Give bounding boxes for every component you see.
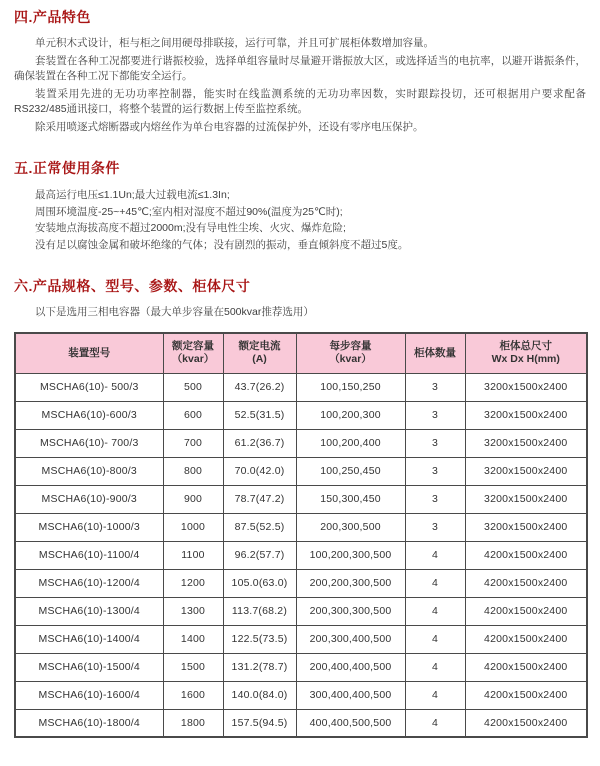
table-cell: 105.0(63.0) bbox=[223, 569, 296, 597]
table-cell: 1300 bbox=[163, 597, 223, 625]
table-cell: MSCHA6(10)-1400/4 bbox=[15, 625, 163, 653]
header-unit: （kvar） bbox=[329, 353, 372, 366]
section-heading-specs: 六.产品规格、型号、参数、柜体尺寸 bbox=[14, 278, 251, 294]
table-cell: MSCHA6(10)- 500/3 bbox=[15, 373, 163, 401]
section-product-features bbox=[14, 8, 586, 135]
header-cell-step-capacity bbox=[296, 333, 405, 373]
header-label: 额定容量 bbox=[172, 340, 214, 353]
header-label: 每步容量 bbox=[329, 340, 372, 353]
header-unit: Wx Dx H(mm) bbox=[491, 353, 560, 366]
table-cell: 61.2(36.7) bbox=[223, 429, 296, 457]
table-cell: MSCHA6(10)-800/3 bbox=[15, 457, 163, 485]
table-cell: MSCHA6(10)-1300/4 bbox=[15, 597, 163, 625]
spec-table-body bbox=[15, 373, 587, 737]
header-label: 额定电流 bbox=[238, 340, 281, 353]
table-cell: 70.0(42.0) bbox=[223, 457, 296, 485]
table-cell: 4 bbox=[405, 541, 465, 569]
header-label: 柜体数量 bbox=[414, 346, 456, 359]
table-row bbox=[15, 681, 587, 709]
table-cell: 1400 bbox=[163, 625, 223, 653]
table-cell: 96.2(57.7) bbox=[223, 541, 296, 569]
table-cell: 1600 bbox=[163, 681, 223, 709]
table-cell: 4200x1500x2400 bbox=[465, 541, 587, 569]
table-cell: 3200x1500x2400 bbox=[465, 429, 587, 457]
table-cell: 900 bbox=[163, 485, 223, 513]
condition-line: 最高运行电压≤1.1Un;最大过载电流≤1.3In; bbox=[35, 189, 230, 201]
table-cell: 100,200,300 bbox=[296, 401, 405, 429]
table-cell: 4 bbox=[405, 709, 465, 737]
table-cell: 1800 bbox=[163, 709, 223, 737]
table-subtitle: 以下是选用三相电容器（最大单步容量在500kvar推荐选用） bbox=[35, 306, 314, 318]
feature-paragraph: 装置采用先进的无功功率控制器，能实时在线监测系统的无功功率因数，实时跟踪投切，还可根据用户要求配备RS232/485通讯接口，将整个装置的运行数据上传至监控系统。 bbox=[14, 87, 586, 115]
header-cell-model bbox=[15, 333, 163, 373]
table-cell: 113.7(68.2) bbox=[223, 597, 296, 625]
condition-line: 安装地点海拔高度不超过2000m;没有导电性尘埃、火灾、爆炸危险; bbox=[35, 222, 346, 234]
table-cell: 3200x1500x2400 bbox=[465, 485, 587, 513]
table-row bbox=[15, 429, 587, 457]
table-cell: 100,200,400 bbox=[296, 429, 405, 457]
table-cell: 157.5(94.5) bbox=[223, 709, 296, 737]
table-cell: MSCHA6(10)-600/3 bbox=[15, 401, 163, 429]
table-cell: 700 bbox=[163, 429, 223, 457]
spec-table bbox=[14, 332, 588, 738]
table-cell: 100,200,300,500 bbox=[296, 541, 405, 569]
table-cell: 500 bbox=[163, 373, 223, 401]
table-cell: 800 bbox=[163, 457, 223, 485]
feature-paragraph: 套装置在各种工况都要进行谐振校验，选择单组容量时尽量避开谐振放大区，或选择适当的电抗率，以避开谐振条件，确保装置在各种工况下都能安全运行。 bbox=[14, 54, 586, 82]
table-cell: 200,300,400,500 bbox=[296, 625, 405, 653]
section-specifications bbox=[14, 277, 586, 738]
table-cell: MSCHA6(10)-1000/3 bbox=[15, 513, 163, 541]
table-cell: 150,300,450 bbox=[296, 485, 405, 513]
table-cell: MSCHA6(10)-1100/4 bbox=[15, 541, 163, 569]
table-cell: 78.7(47.2) bbox=[223, 485, 296, 513]
table-cell: 3200x1500x2400 bbox=[465, 457, 587, 485]
table-row bbox=[15, 597, 587, 625]
table-row bbox=[15, 653, 587, 681]
table-cell: 4 bbox=[405, 569, 465, 597]
table-row bbox=[15, 709, 587, 737]
table-cell: 52.5(31.5) bbox=[223, 401, 296, 429]
condition-line: 没有足以腐蚀金属和破坏绝缘的气体；没有剧烈的振动，垂直倾斜度不超过5度。 bbox=[35, 238, 409, 251]
header-label: 装置型号 bbox=[68, 346, 111, 359]
table-cell: 3 bbox=[405, 401, 465, 429]
section-heading-conditions: 五.正常使用条件 bbox=[14, 160, 120, 176]
table-cell: 3200x1500x2400 bbox=[465, 401, 587, 429]
header-row bbox=[15, 333, 587, 373]
table-cell: 100,250,450 bbox=[296, 457, 405, 485]
table-row bbox=[15, 401, 587, 429]
table-cell: MSCHA6(10)-1500/4 bbox=[15, 653, 163, 681]
table-cell: 4200x1500x2400 bbox=[465, 709, 587, 737]
table-row bbox=[15, 625, 587, 653]
table-cell: 4 bbox=[405, 625, 465, 653]
header-unit: (A) bbox=[252, 353, 267, 366]
condition-line: 周围环境温度-25~+45℃;室内相对湿度不超过90%(温度为25℃时); bbox=[35, 205, 343, 218]
header-cell-rated-current bbox=[223, 333, 296, 373]
table-cell: 4200x1500x2400 bbox=[465, 653, 587, 681]
feature-paragraph: 除采用喷逐式熔断器或内熔丝作为单台电容器的过流保护外，还设有零序电压保护。 bbox=[35, 120, 424, 133]
header-cell-cabinet-size bbox=[465, 333, 587, 373]
header-unit: （kvar） bbox=[171, 353, 215, 366]
table-cell: 600 bbox=[163, 401, 223, 429]
table-cell: 4200x1500x2400 bbox=[465, 681, 587, 709]
table-cell: MSCHA6(10)-1800/4 bbox=[15, 709, 163, 737]
table-cell: 3 bbox=[405, 373, 465, 401]
table-cell: MSCHA6(10)-1200/4 bbox=[15, 569, 163, 597]
table-row bbox=[15, 541, 587, 569]
table-row bbox=[15, 485, 587, 513]
table-cell: 4 bbox=[405, 681, 465, 709]
table-cell: 1200 bbox=[163, 569, 223, 597]
table-cell: 140.0(84.0) bbox=[223, 681, 296, 709]
table-cell: 200,200,300,500 bbox=[296, 569, 405, 597]
section-heading-features: 四.产品特色 bbox=[14, 9, 91, 25]
section-use-conditions bbox=[14, 159, 586, 253]
header-label: 柜体总尺寸 bbox=[499, 340, 552, 353]
table-cell: 300,400,400,500 bbox=[296, 681, 405, 709]
table-cell: 1500 bbox=[163, 653, 223, 681]
table-cell: 43.7(26.2) bbox=[223, 373, 296, 401]
table-cell: 3 bbox=[405, 485, 465, 513]
table-cell: 4200x1500x2400 bbox=[465, 625, 587, 653]
table-cell: MSCHA6(10)-900/3 bbox=[15, 485, 163, 513]
table-cell: 4200x1500x2400 bbox=[465, 597, 587, 625]
table-cell: 4200x1500x2400 bbox=[465, 569, 587, 597]
table-cell: 3200x1500x2400 bbox=[465, 513, 587, 541]
table-cell: MSCHA6(10)-1600/4 bbox=[15, 681, 163, 709]
table-cell: 200,300,300,500 bbox=[296, 597, 405, 625]
table-cell: 3 bbox=[405, 513, 465, 541]
table-row bbox=[15, 569, 587, 597]
table-cell: 4 bbox=[405, 653, 465, 681]
table-cell: 3200x1500x2400 bbox=[465, 373, 587, 401]
table-cell: 400,400,500,500 bbox=[296, 709, 405, 737]
table-cell: 4 bbox=[405, 597, 465, 625]
table-cell: 100,150,250 bbox=[296, 373, 405, 401]
table-cell: 3 bbox=[405, 457, 465, 485]
table-cell: 1000 bbox=[163, 513, 223, 541]
table-row bbox=[15, 373, 587, 401]
table-row bbox=[15, 513, 587, 541]
table-cell: MSCHA6(10)- 700/3 bbox=[15, 429, 163, 457]
table-cell: 131.2(78.7) bbox=[223, 653, 296, 681]
spec-table-header bbox=[15, 333, 587, 373]
table-cell: 200,400,400,500 bbox=[296, 653, 405, 681]
table-row bbox=[15, 457, 587, 485]
feature-paragraph: 单元积木式设计，柜与柜之间用硬母排联接，运行可靠，并且可扩展柜体数增加容量。 bbox=[35, 37, 434, 49]
table-cell: 122.5(73.5) bbox=[223, 625, 296, 653]
table-cell: 87.5(52.5) bbox=[223, 513, 296, 541]
table-cell: 200,300,500 bbox=[296, 513, 405, 541]
header-cell-rated-capacity bbox=[163, 333, 223, 373]
header-cell-cabinet-count bbox=[405, 333, 465, 373]
table-cell: 1100 bbox=[163, 541, 223, 569]
table-cell: 3 bbox=[405, 429, 465, 457]
